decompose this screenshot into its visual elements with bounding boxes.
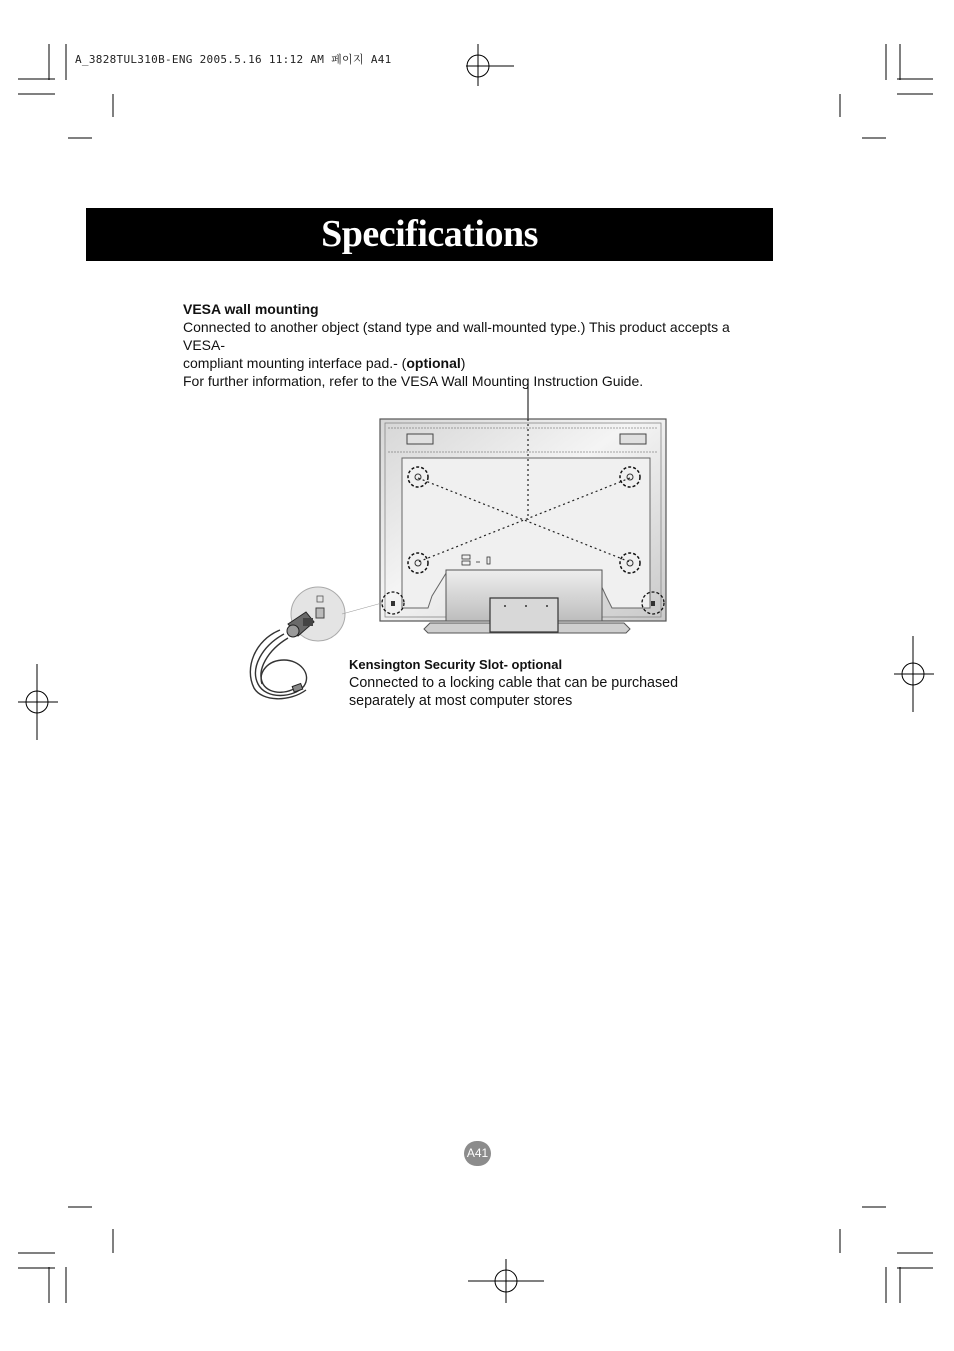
vesa-text-line1: Connected to another object (stand type and wall-mounted type.) This product accepts a VESA- xyxy=(183,319,730,353)
vesa-text-line2-start: compliant mounting interface pad.- ( xyxy=(183,355,407,371)
page-number-badge: A41 xyxy=(464,1141,491,1166)
print-header: A_3828TUL310B-ENG 2005.5.16 11:12 AM 페이지 A41 xyxy=(75,53,392,66)
vesa-text-line2-end: ) xyxy=(460,355,466,371)
connector-block xyxy=(490,598,558,632)
vesa-heading: VESA wall mounting xyxy=(183,301,319,317)
page-title: Specifications xyxy=(321,213,538,255)
kensington-text-line2: separately at most computer stores xyxy=(349,693,573,709)
kensington-text-line1: Connected to a locking cable that can be purchased xyxy=(349,675,679,691)
kensington-section xyxy=(349,656,729,710)
vesa-text-line3: For further information, refer to the VESA Wall Mounting Instruction Guide. xyxy=(183,373,644,389)
vent-left xyxy=(407,434,433,444)
vesa-optional-label: optional xyxy=(406,355,461,371)
vent-right xyxy=(620,434,646,444)
kensington-heading: Kensington Security Slot- optional xyxy=(349,657,563,672)
